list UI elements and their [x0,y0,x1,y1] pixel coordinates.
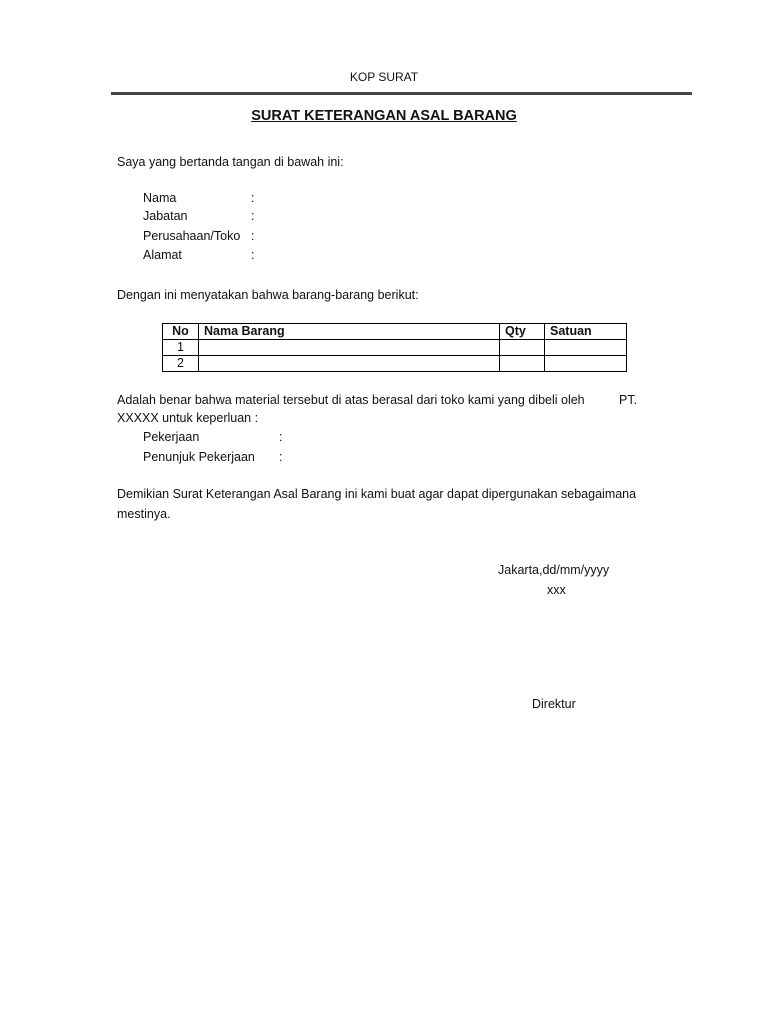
statement-text: Dengan ini menyatakan bahwa barang-barang berikut: [117,288,419,302]
cell-satuan [545,340,627,356]
field-sep-nama: : [251,191,255,205]
field-label-perusahaan: Perusahaan/Toko [143,229,241,243]
field-sep-pekerjaan: : [279,430,283,444]
cell-satuan [545,356,627,372]
signature-place-date: Jakarta,dd/mm/yyyy [498,563,610,577]
declaration-line-1-end: PT. [619,393,638,407]
cell-qty [500,340,545,356]
field-label-jabatan: Jabatan [143,209,188,223]
cell-no: 1 [163,340,199,356]
closing-line-2: mestinya. [117,507,171,521]
field-sep-alamat: : [251,248,255,262]
field-label-pekerjaan: Pekerjaan [143,430,200,444]
closing-line-1: Demikian Surat Keterangan Asal Barang ini kami buat agar dapat dipergunakan sebagaimana [117,487,637,501]
declaration-line-1: Adalah benar bahwa material tersebut di atas berasal dari toko kami yang dibeli oleh [117,393,585,407]
field-sep-jabatan: : [251,209,255,223]
col-header-no: No [163,324,199,340]
table-header-row [163,324,627,340]
col-header-satuan: Satuan [545,324,627,340]
declaration-line-2: XXXXX untuk keperluan : [117,411,259,425]
document-title: SURAT KETERANGAN ASAL BARANG [251,108,517,124]
table-row [163,340,627,356]
table-row [163,356,627,372]
cell-qty [500,356,545,372]
letterhead-divider [111,92,692,95]
letterhead-label: KOP SURAT [349,70,419,84]
cell-nama-barang [199,356,500,372]
intro-text: Saya yang bertanda tangan di bawah ini: [117,155,344,169]
col-header-nama-barang: Nama Barang [199,324,500,340]
field-label-alamat: Alamat [143,248,182,262]
signature-role: Direktur [532,697,576,711]
field-sep-perusahaan: : [251,229,255,243]
field-label-penunjuk: Penunjuk Pekerjaan [143,450,255,464]
col-header-qty: Qty [500,324,545,340]
items-table [162,323,627,372]
cell-nama-barang [199,340,500,356]
cell-no: 2 [163,356,199,372]
field-label-nama: Nama [143,191,177,205]
signature-name: xxx [547,583,566,597]
field-sep-penunjuk: : [279,450,283,464]
